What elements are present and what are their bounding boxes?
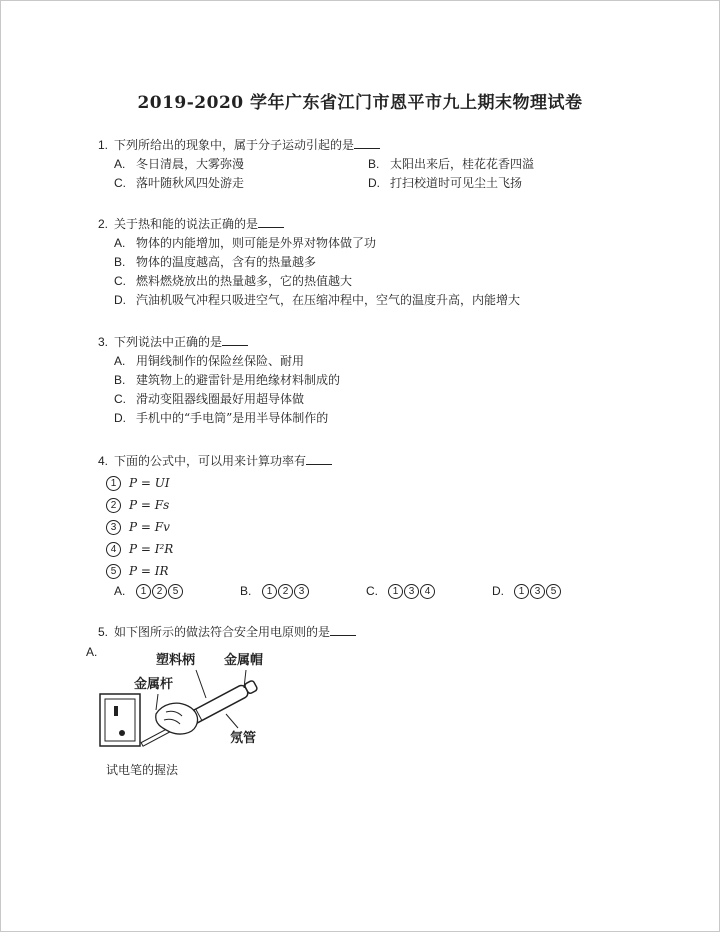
choice-a: A. 1 2 5 — [114, 582, 240, 601]
choice-d: D. 1 3 5 — [492, 582, 618, 601]
option-d: D. 打扫校道时可见尘土飞扬 — [368, 176, 523, 190]
question-number: 5. — [98, 625, 109, 639]
answer-blank — [222, 333, 248, 346]
question-stem: 如下图所示的做法符合安全用电原则的是 — [114, 625, 331, 639]
test-pen-diagram — [96, 648, 306, 752]
socket-hole — [114, 706, 118, 716]
option-c: C. 滑动变阻器线圈最好用超导体做 — [114, 392, 305, 406]
page-title: 2019-2020 学年广东省江门市恩平市九上期末物理试卷 — [137, 93, 583, 113]
formula-5: 5 P = IR — [98, 562, 618, 581]
label-metal-cap: 金属帽 — [224, 653, 264, 668]
formula-1: 1 P = UI — [98, 474, 618, 493]
option-c: C. 落叶随秋风四处游走 — [114, 176, 245, 190]
question-stem: 关于热和能的说法正确的是 — [114, 217, 259, 231]
option-b: B. 建筑物上的避雷针是用绝缘材料制成的 — [114, 373, 341, 387]
answer-blank — [354, 136, 380, 149]
formula-2: 2 P = Fs — [98, 496, 618, 515]
question-stem: 下面的公式中，可以用来计算功率有 — [114, 454, 307, 468]
question-number: 1. — [98, 138, 109, 152]
question-number: 2. — [98, 217, 109, 231]
option-a: A. 用铜线制作的保险丝保险、耐用 — [114, 354, 305, 368]
label-metal-rod: 金属杆 — [134, 677, 174, 692]
option-a: A. 冬日清晨，大雾弥漫 — [114, 157, 245, 171]
option-b: B. 太阳出来后，桂花花香四溢 — [368, 157, 535, 171]
question-1 — [98, 136, 618, 193]
option-d: D. 汽油机吸气冲程只吸进空气，在压缩冲程中，空气的温度升高，内能增大 — [114, 293, 521, 307]
label-plastic-handle: 塑料柄 — [156, 653, 196, 668]
diagram-caption: 试电笔的握法 — [106, 763, 179, 777]
question-stem: 下列所给出的现象中，属于分子运动引起的是 — [114, 138, 355, 152]
option-a-label: A. — [86, 645, 98, 659]
formula-3: 3 P = Fv — [98, 518, 618, 537]
choice-b: B. 1 2 3 — [240, 582, 366, 601]
choices — [98, 582, 618, 601]
hand — [156, 703, 198, 734]
options — [98, 155, 618, 193]
option-a: A. 物体的内能增加，则可能是外界对物体做了功 — [114, 236, 377, 250]
option-c: C. 燃料燃烧放出的热量越多，它的热值越大 — [114, 274, 353, 288]
question-stem: 下列说法中正确的是 — [114, 335, 223, 349]
question-3 — [98, 333, 340, 428]
question-4 — [98, 452, 618, 601]
question-number: 3. — [98, 335, 109, 349]
option-d: D. 手机中的“手电筒”是用半导体制作的 — [114, 411, 329, 425]
answer-blank — [330, 623, 356, 636]
formula-4: 4 P = I²R — [98, 540, 618, 559]
choice-c: C. 1 3 4 — [366, 582, 492, 601]
label-neon-tube: 氖管 — [230, 731, 257, 746]
question-2 — [98, 215, 520, 310]
question-number: 4. — [98, 454, 109, 468]
answer-blank — [258, 215, 284, 228]
answer-blank — [306, 452, 332, 465]
option-b: B. 物体的温度越高，含有的热量越多 — [114, 255, 317, 269]
question-5 — [98, 623, 356, 642]
socket-hole — [119, 730, 125, 736]
